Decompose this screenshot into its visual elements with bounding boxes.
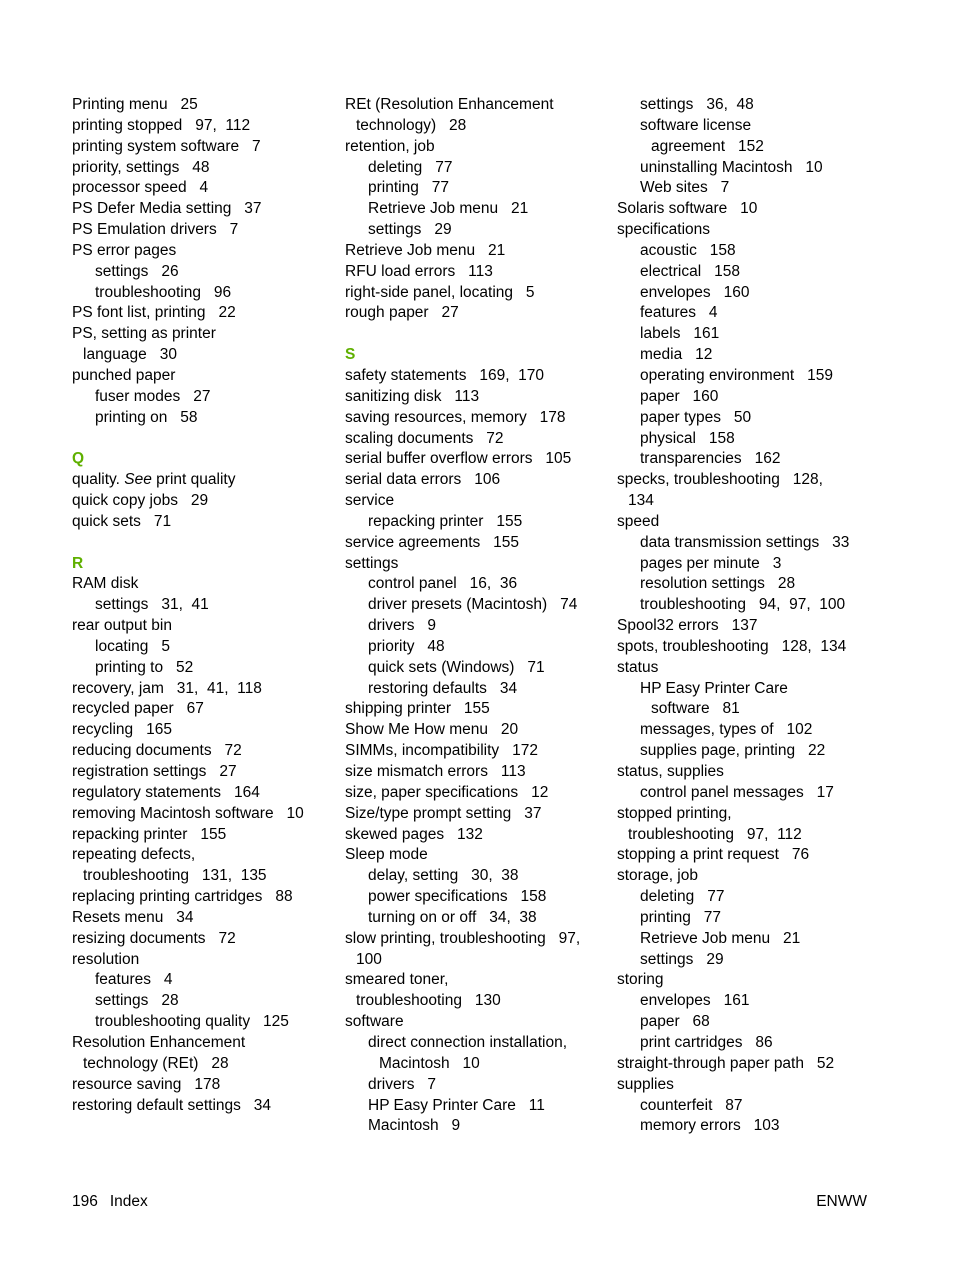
index-subentry: troubleshooting 131, 135: [83, 867, 267, 885]
index-entry: replacing printing cartridges 88: [72, 888, 293, 906]
index-subentry: repacking printer 155: [368, 512, 523, 530]
index-subentry: deleting 77: [640, 888, 725, 906]
footer-left: [72, 1192, 148, 1212]
index-subentry: features 4: [95, 971, 173, 989]
index-entry: smeared toner,: [345, 971, 449, 989]
index-subentry: fuser modes 27: [95, 387, 211, 405]
index-subentry: troubleshooting 94, 97, 100: [640, 596, 846, 614]
index-entry: printing stopped 97, 112: [72, 116, 251, 134]
index-entry: PS Emulation drivers 7: [72, 221, 239, 239]
index-entry: safety statements 169, 170: [345, 366, 545, 384]
index-subentry: troubleshooting 96: [95, 283, 232, 301]
index-entry: PS Defer Media setting 37: [72, 200, 262, 218]
index-subentry: software 81: [651, 700, 740, 718]
index-entry: RFU load errors 113: [345, 262, 493, 280]
see-reference: See: [124, 471, 152, 489]
letter-heading: R: [72, 554, 84, 572]
index-column-3: [617, 95, 879, 1137]
index-subentry: features 4: [640, 304, 718, 322]
index-entry: resizing documents 72: [72, 929, 236, 947]
index-entry: repeating defects,: [72, 846, 196, 864]
index-subentry: agreement 152: [651, 137, 764, 155]
index-entry: speed: [617, 512, 660, 530]
index-subentry: supplies page, printing 22: [640, 742, 826, 760]
index-subentry: HP Easy Printer Care 11: [368, 1096, 545, 1114]
index-subentry: drivers 7: [368, 1075, 437, 1093]
index-subentry: data transmission settings 33: [640, 533, 850, 551]
index-entry: regulatory statements 164: [72, 783, 260, 801]
index-entry: supplies: [617, 1075, 674, 1093]
footer-right: ENWW: [816, 1193, 867, 1210]
index-subentry: paper 68: [640, 1013, 710, 1031]
index-entry: punched paper: [72, 366, 176, 384]
index-subentry: troubleshooting 130: [356, 992, 501, 1010]
index-subentry: settings 36, 48: [640, 96, 754, 113]
index-subentry: troubleshooting quality 125: [95, 1013, 289, 1031]
index-entry: [72, 470, 334, 491]
index-column-2: [345, 95, 607, 1137]
index-subentry: drivers 9: [368, 617, 437, 635]
index-subentry: Macintosh 10: [379, 1054, 480, 1072]
index-entry: Resolution Enhancement: [72, 1033, 246, 1051]
index-entry: Retrieve Job menu 21: [345, 241, 506, 259]
index-subentry: electrical 158: [640, 262, 740, 280]
section-gap: [72, 533, 334, 554]
index-subentry: driver presets (Macintosh) 74: [368, 596, 578, 614]
index-subentry: memory errors 103: [640, 1117, 780, 1135]
letter-heading: Q: [72, 450, 85, 468]
index-entry: straight-through paper path 52: [617, 1054, 835, 1072]
index-entry: Spool32 errors 137: [617, 617, 758, 635]
index-subentry: acoustic 158: [640, 241, 736, 259]
index-entry: SIMMs, incompatibility 172: [345, 742, 538, 760]
index-entry: Size/type prompt setting 37: [345, 804, 542, 822]
index-entry: PS error pages: [72, 241, 177, 259]
index-entry: processor speed 4: [72, 179, 209, 197]
index-entry: right-side panel, locating 5: [345, 283, 535, 301]
index-entry: Printing menu 25: [72, 96, 198, 113]
index-entry: rough paper 27: [345, 304, 459, 322]
index-entry: slow printing, troubleshooting 97,: [345, 929, 581, 947]
index-entry: resolution: [72, 950, 140, 968]
index-subentry: printing 77: [640, 908, 721, 926]
index-subentry: transparencies 162: [640, 450, 781, 468]
index-entry: service agreements 155: [345, 533, 520, 551]
index-subentry: pages per minute 3: [640, 554, 782, 572]
index-subentry: counterfeit 87: [640, 1096, 743, 1114]
entry-text: quality.: [72, 471, 125, 489]
index-entry: status, supplies: [617, 763, 724, 780]
index-entry: size, paper specifications 12: [345, 783, 549, 801]
index-subentry: envelopes 161: [640, 992, 750, 1010]
index-subentry: printing 77: [368, 179, 449, 197]
letter-heading: S: [345, 346, 356, 364]
index-subentry: Retrieve Job menu 21: [640, 929, 801, 947]
index-subentry: software license: [640, 116, 752, 134]
index-subentry: physical 158: [640, 429, 735, 447]
index-subentry: delay, setting 30, 38: [368, 867, 519, 885]
index-entry: skewed pages 132: [345, 825, 483, 843]
index-entry: PS, setting as printer: [72, 325, 216, 343]
index-subentry: paper types 50: [640, 408, 752, 426]
index-subentry: power specifications 158: [368, 888, 547, 906]
index-entry: storage, job: [617, 867, 698, 885]
index-entry: sanitizing disk 113: [345, 387, 480, 405]
index-subentry: priority 48: [368, 637, 445, 655]
index-subentry: print cartridges 86: [640, 1033, 773, 1051]
index-entry: retention, job: [345, 137, 435, 155]
index-subentry: Web sites 7: [640, 179, 730, 197]
index-entry: settings: [345, 554, 399, 572]
index-entry: stopped printing,: [617, 804, 732, 822]
section-gap: [345, 324, 607, 345]
index-subentry: printing to 52: [95, 658, 194, 676]
index-entry: resource saving 178: [72, 1075, 221, 1093]
index-entry: specifications: [617, 221, 711, 239]
index-subentry: operating environment 159: [640, 366, 834, 384]
index-subentry: envelopes 160: [640, 283, 750, 301]
index-subentry: settings 28: [95, 992, 179, 1010]
index-subentry: control panel messages 17: [640, 783, 834, 801]
index-entry: removing Macintosh software 10: [72, 804, 304, 822]
index-entry: saving resources, memory 178: [345, 408, 566, 426]
index-subentry: settings 26: [95, 262, 179, 280]
index-entry: recycled paper 67: [72, 700, 204, 718]
index-subentry: Retrieve Job menu 21: [368, 200, 529, 218]
index-entry: Sleep mode: [345, 846, 428, 864]
index-entry: serial data errors 106: [345, 471, 501, 489]
index-entry: storing: [617, 971, 664, 989]
footer-section: Index: [109, 1193, 148, 1210]
index-subentry: deleting 77: [368, 158, 453, 176]
index-entry: spots, troubleshooting 128, 134: [617, 637, 847, 655]
index-subentry: quick sets (Windows) 71: [368, 658, 545, 676]
index-entry: specks, troubleshooting 128,: [617, 471, 823, 489]
index-subentry: settings 29: [368, 221, 452, 239]
index-entry: shipping printer 155: [345, 700, 490, 718]
index-entry: reducing documents 72: [72, 742, 242, 760]
index-entry: scaling documents 72: [345, 429, 504, 447]
index-entry: priority, settings 48: [72, 158, 210, 176]
index-subentry: settings 31, 41: [95, 596, 209, 614]
index-entry: software: [345, 1013, 404, 1031]
index-subentry: direct connection installation,: [368, 1033, 568, 1051]
index-entry: repacking printer 155: [72, 825, 227, 843]
index-subentry: settings 29: [640, 950, 724, 968]
index-subentry: uninstalling Macintosh 10: [640, 158, 823, 176]
index-entry: rear output bin: [72, 617, 172, 635]
index-entry: restoring default settings 34: [72, 1096, 272, 1114]
index-entry: size mismatch errors 113: [345, 763, 526, 780]
index-entry: stopping a print request 76: [617, 846, 810, 864]
index-column-1: [72, 95, 334, 1116]
index-entry: RAM disk: [72, 575, 139, 593]
see-target: print quality: [151, 471, 236, 489]
index-subentry: language 30: [83, 346, 177, 364]
index-subentry: 100: [356, 950, 382, 968]
index-entry: Resets menu 34: [72, 908, 194, 926]
index-entry: serial buffer overflow errors 105: [345, 450, 572, 468]
index-subentry: control panel 16, 36: [368, 575, 518, 593]
index-entry: REt (Resolution Enhancement: [345, 96, 554, 113]
index-subentry: labels 161: [640, 325, 720, 343]
index-entry: service: [345, 492, 395, 510]
index-entry: recycling 165: [72, 721, 172, 739]
index-entry: Solaris software 10: [617, 200, 758, 218]
index-subentry: turning on or off 34, 38: [368, 908, 537, 926]
index-subentry: printing on 58: [95, 408, 198, 426]
index-entry: quick copy jobs 29: [72, 492, 209, 510]
index-entry: registration settings 27: [72, 763, 237, 780]
index-subentry: paper 160: [640, 387, 719, 405]
index-subentry: technology) 28: [356, 116, 467, 134]
section-gap: [72, 429, 334, 450]
index-subentry: HP Easy Printer Care: [640, 679, 788, 697]
index-subentry: technology (REt) 28: [83, 1054, 229, 1072]
index-subentry: restoring defaults 34: [368, 679, 518, 697]
index-subentry: 134: [628, 492, 654, 510]
index-entry: PS font list, printing 22: [72, 304, 236, 322]
index-entry: status: [617, 658, 659, 676]
index-entry: Show Me How menu 20: [345, 721, 519, 739]
index-subentry: locating 5: [95, 637, 170, 655]
index-subentry: media 12: [640, 346, 713, 364]
index-subentry: messages, types of 102: [640, 721, 813, 739]
index-subentry: resolution settings 28: [640, 575, 796, 593]
index-entry: recovery, jam 31, 41, 118: [72, 679, 262, 697]
index-subentry: Macintosh 9: [368, 1117, 461, 1135]
page-number: 196: [72, 1193, 98, 1210]
index-entry: quick sets 71: [72, 512, 172, 530]
index-subentry: troubleshooting 97, 112: [628, 825, 802, 843]
index-entry: printing system software 7: [72, 137, 261, 155]
